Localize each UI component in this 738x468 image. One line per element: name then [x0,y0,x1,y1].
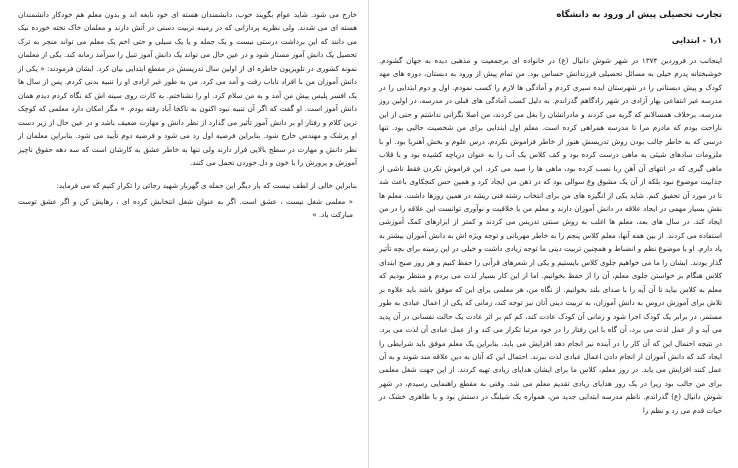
body-paragraph: خارج می شود. شاید عوام بگویند خوب، دانشمندان هسته ای خود نابغه اند و بدون معلم هم خودکار دانشمندان هسته ای می شدند. ولی نظریه پردازانی که در زمینه تربیت دستی در آتش دارند و معلمان خاک تخته خورده نیک می دانند که این برداشت درستی نیست و یک جمله و یا یک سیلی و حتی اخم یک معلم می تواند منجر به ترک تحصیل یک دانش آموز مستاز شود و در عین حال می تواند یک دانش آموز تنبل را سرآمد زمانه کند. یکی از معلمان نمونه کشوری در تلویزیون خاطره ای از اولین سال تدریسش در مقطع ابتدایی بیان کرد. ایشان فرمودند: « یکی از دانش آموزان من با افراد ناباب رفت و آمد می کرد. من به طور غیر ارادی او را تنبیه بدنی کردم. پس از سال ها یک افسر پلیس پیش من آمد و به من سلام کرد. او را نشناختم. به کارت روی سینه اش که نگاه کردم دیدم همان دانش آموز است. او گفت که اگر آن تنبیه نبود اکنون به ناکجا آباد رفته بودم. » مگر امکان دارد معلمی که کوچک ترین کلام و رفتار او بر دانش آموز تأثیر می گذارد از نظر دانش و مهارت ضعیف باشد و در عین حال از زیر دست او پزشک و مهندس خارج شود. بنابراین فرضیه اول رد می شود و فرضیه دوم تأیید می شود. بنابراین معلمان از نظر دانش و مهارت در سطح بالایی قرار دارند ولی تنها به خاطر عشق به کارشان است که سه دهه حقوق ناچیز آموزش و پرورش را با خون و دل خوردن تحمل می کنند. [18,10,357,167]
body-paragraph: اینجانب در فروردین ۱۳۷۴ در شهر شوش دانیال (ع) در خانواده ای برجمعیت و مذهبی دیده به جهان گشودم. خوشبختانه پدرم خیلی به مسائل تحصیلی فرزندانش حساس بود. من تمام پیش از ورود به دبستان، دوره های مهد کودک و پیش دبستانی را در شهرستان ایده سیری کردم و آمادگی ها لازم را کسب نمودم. اول و دوم ابتدایی را در مدرسه غیر انتفاعی بهار آزادی در شهر زادگاهم گذراندم. به دلیل کسب آمادگی های قبلی در مدرسه، در اولین روز مدرسه، برخلاف همسالانم که گریه می کردند و مادرانشان را بغل می کردند، من اصلا نگرانی نداشتم و حتی از این ناراحت بودم که مادرم مرا تا مدرسه همراهی کرده است. معلم اول ابتدایی برای من شخصیت جالبی بود. تنها درسی که به خاطر جالب بودن روش تدریسش هنوز از خاطر فراموش نکردم، درس علوم و بخش آهنربا بود. او با ملزومات سادهای شیئی به ماهی درست کرده بود و کف کلاس یک آب را به عنوان دریاچه کشیده بود و با قلاب ماهی گیری که در انتهای آن آهن ربا نصب کرده بود، ماهی ها را صید می کرد. این فراموش نکردن فقط ناشی از جذابیت موضوع نبود بلکه از آن یک مشوق وغ سوالی بود که در ذهن من ایجاد کرد و همین حس کنجکاوی باعث شد تا در مورد آن تحقیق کنم. شاید یکی از انگیزه های من برای انتخاب رشته فنی ریشه در همین روزها داشت. معلم ها نقش بسیار مهمی در ایجاد علاقه در دانش آموزان دارند و معلم من با خلاقیت و نوآوری توانست این علاقه را در من ایجاد کند. در سال های بعد، معلم ها اغلب به روش سنتی تدریس می کردند و کمتر از ابزارهای کمک آموزشی استفاده می کردند. از بین همه آنها، معلم کلاس پنجم را به خاطر مهربانی و توجه ویژه اش به دانش آموزان بیشتر به یاد دارم. او با موضوع نظم و انضباط و همچنین تربیت دینی ما توجه زیادی داشت و خیلی در این زمینه برای بچه تأثیر گذار بودند. ایشان را ما می خواهیم جلوی کلاس بایستیم و یکی از شعرهای قرآنی را حفظ کنیم و هر روز صبح ابتدای کلاس هنگام بر خواستن جلوی معلم، آن را از حفظ بخوانیم. اما از این کار بسیار لذت می بردم و منتظر بودیم که معلم به کلاس بیاید تا آن آیه را با صدای بلند بخوانیم. از نگاه من، هر معلمی برای این که موفق باشد باید علاوه بر تلاش برای آموزش دروس به دانش آموزان، به تربیت دینی آنان نیز توجه کند، زمانی که یکی از اعمال عبادی به طور مستمر، در برابر یک کودک اجرا شود و زمانی آن کودک عادت کند، کم کم بر اثر عادت یک حالت نفسانی در آن پدید می آید و از عمل لذت می برد، آن گاه با این رفتار را در خود مرتبا تکرار می کند و از عمل عبادی آن لذت می برد. در نتیجه احتمال این که آن کار را در آینده نیز انجام دهد افزایش می یابد. بنابراین یک معلم موفق باید شرایطی را ایجاد کند که دانش آموزان از انجام دادن اعمال عبادی لذت ببرند. احتمال این که آنان به دین علاقه مند شوند و به آن عمل کنند افزایش می یابد. در روز معلم، کلاس ما برای ایشان هدایای زیادی تهیه کردند. از این جهت شغل معلمی برای من جالب بود زیرا در یک روز هدایای زیادی تقدیم معلم می شد. وقتی به مقطع راهنمایی رسیدم، در شهر شوش دانیال (ع) گذراندم. ناظم مدرسه ابتدایی جدید من، همواره یک شیلنگ در دستش بود و با ظاهری خشک در حیات قدم می زد و نظم را [379,56,722,415]
left-page-content [18,8,357,468]
quote-text: « معلمی شغل نیست ، عشق است. اگر به عنوان شغل انتخابش کرده ای ، رهایش کن و اگر عشق توست مبارکت باد. » [18,196,353,220]
section-heading: ۱٫۱ - ابتدایی [671,35,722,45]
quote-intro: بنابراین خالی از لطف نیست که بار دیگر این جمله ی گهربار شهید رجائی را تکرار کنیم که می فرماید: [56,181,357,191]
right-page [369,0,738,468]
right-page-content [379,8,722,468]
chapter-title: تجارب تحصیلی پیش از ورود به دانشگاه [556,10,722,20]
